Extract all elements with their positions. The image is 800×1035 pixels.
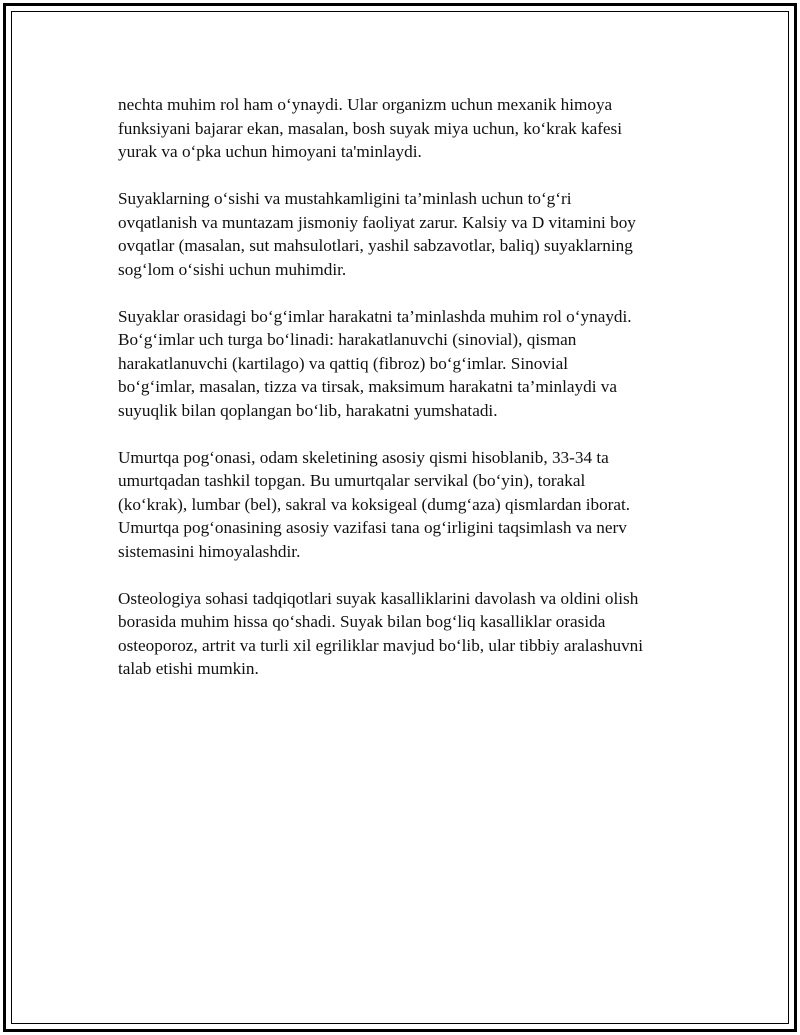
text-line: funksiyani bajarar ekan, masalan, bosh suyak miya uchun, ko‘krak kafesi [118,118,623,138]
text-line: sistemasini himoyalashdir. [118,541,301,561]
paragraph-osteology [118,587,698,681]
text-line: Osteologiya sohasi tadqiqotlari suyak kasalliklarini davolash va oldini olish [118,588,639,608]
text-line: sog‘lom o‘sishi uchun muhimdir. [118,259,347,279]
document-body [118,93,698,704]
text-line: osteoporoz, artrit va turli xil egriliklar mavjud bo‘lib, ular tibbiy aralashuvni [118,635,644,655]
text-line: Bo‘g‘imlar uch turga bo‘linadi: harakatlanuvchi (sinovial), qisman [118,330,577,349]
text-line: nechta muhim rol ham o‘ynaydi. Ular organizm uchun mexanik himoya [118,95,613,114]
paragraph-spine [118,446,698,564]
text-line: harakatlanuvchi (kartilago) va qattiq (fibroz) bo‘g‘imlar. Sinovial [118,353,569,373]
text-line: ovqatlanish va muntazam jismoniy faoliyat zarur. Kalsiy va D vitamini boy [118,212,636,232]
text-line: borasida muhim hissa qo‘shadi. Suyak bilan bog‘liq kasalliklar orasida [118,612,606,631]
paragraph-bone-growth [118,187,698,281]
paragraph-joints [118,305,698,423]
text-line: bo‘g‘imlar, masalan, tizza va tirsak, maksimum harakatni ta’minlaydi va [118,377,618,396]
text-line: (ko‘krak), lumbar (bel), sakral va koksigeal (dumg‘aza) qismlardan iborat. [118,494,631,514]
text-line: Suyaklarning o‘sishi va mustahkamligini ta’minlash uchun to‘g‘ri [118,189,572,208]
text-line: Suyaklar orasidagi bo‘g‘imlar harakatni ta’minlashda muhim rol o‘ynaydi. [118,306,632,326]
paragraph-bone-functions [118,93,698,164]
text-line: Umurtqa pog‘onasining asosiy vazifasi tana og‘irligini taqsimlash va nerv [118,518,627,537]
text-line: umurtqadan tashkil topgan. Bu umurtqalar servikal (bo‘yin), torakal [118,471,586,490]
text-line: talab etishi mumkin. [118,659,259,678]
text-line: Umurtqa pog‘onasi, odam skeletining asosiy qismi hisoblanib, 33-34 ta [118,447,609,467]
text-line: yurak va o‘pka uchun himoyani ta'minlaydi. [118,142,422,161]
text-line: ovqatlar (masalan, sut mahsulotlari, yashil sabzavotlar, baliq) suyaklarning [118,236,633,255]
text-line: suyuqlik bilan qoplangan bo‘lib, harakatni yumshatadi. [118,400,498,420]
